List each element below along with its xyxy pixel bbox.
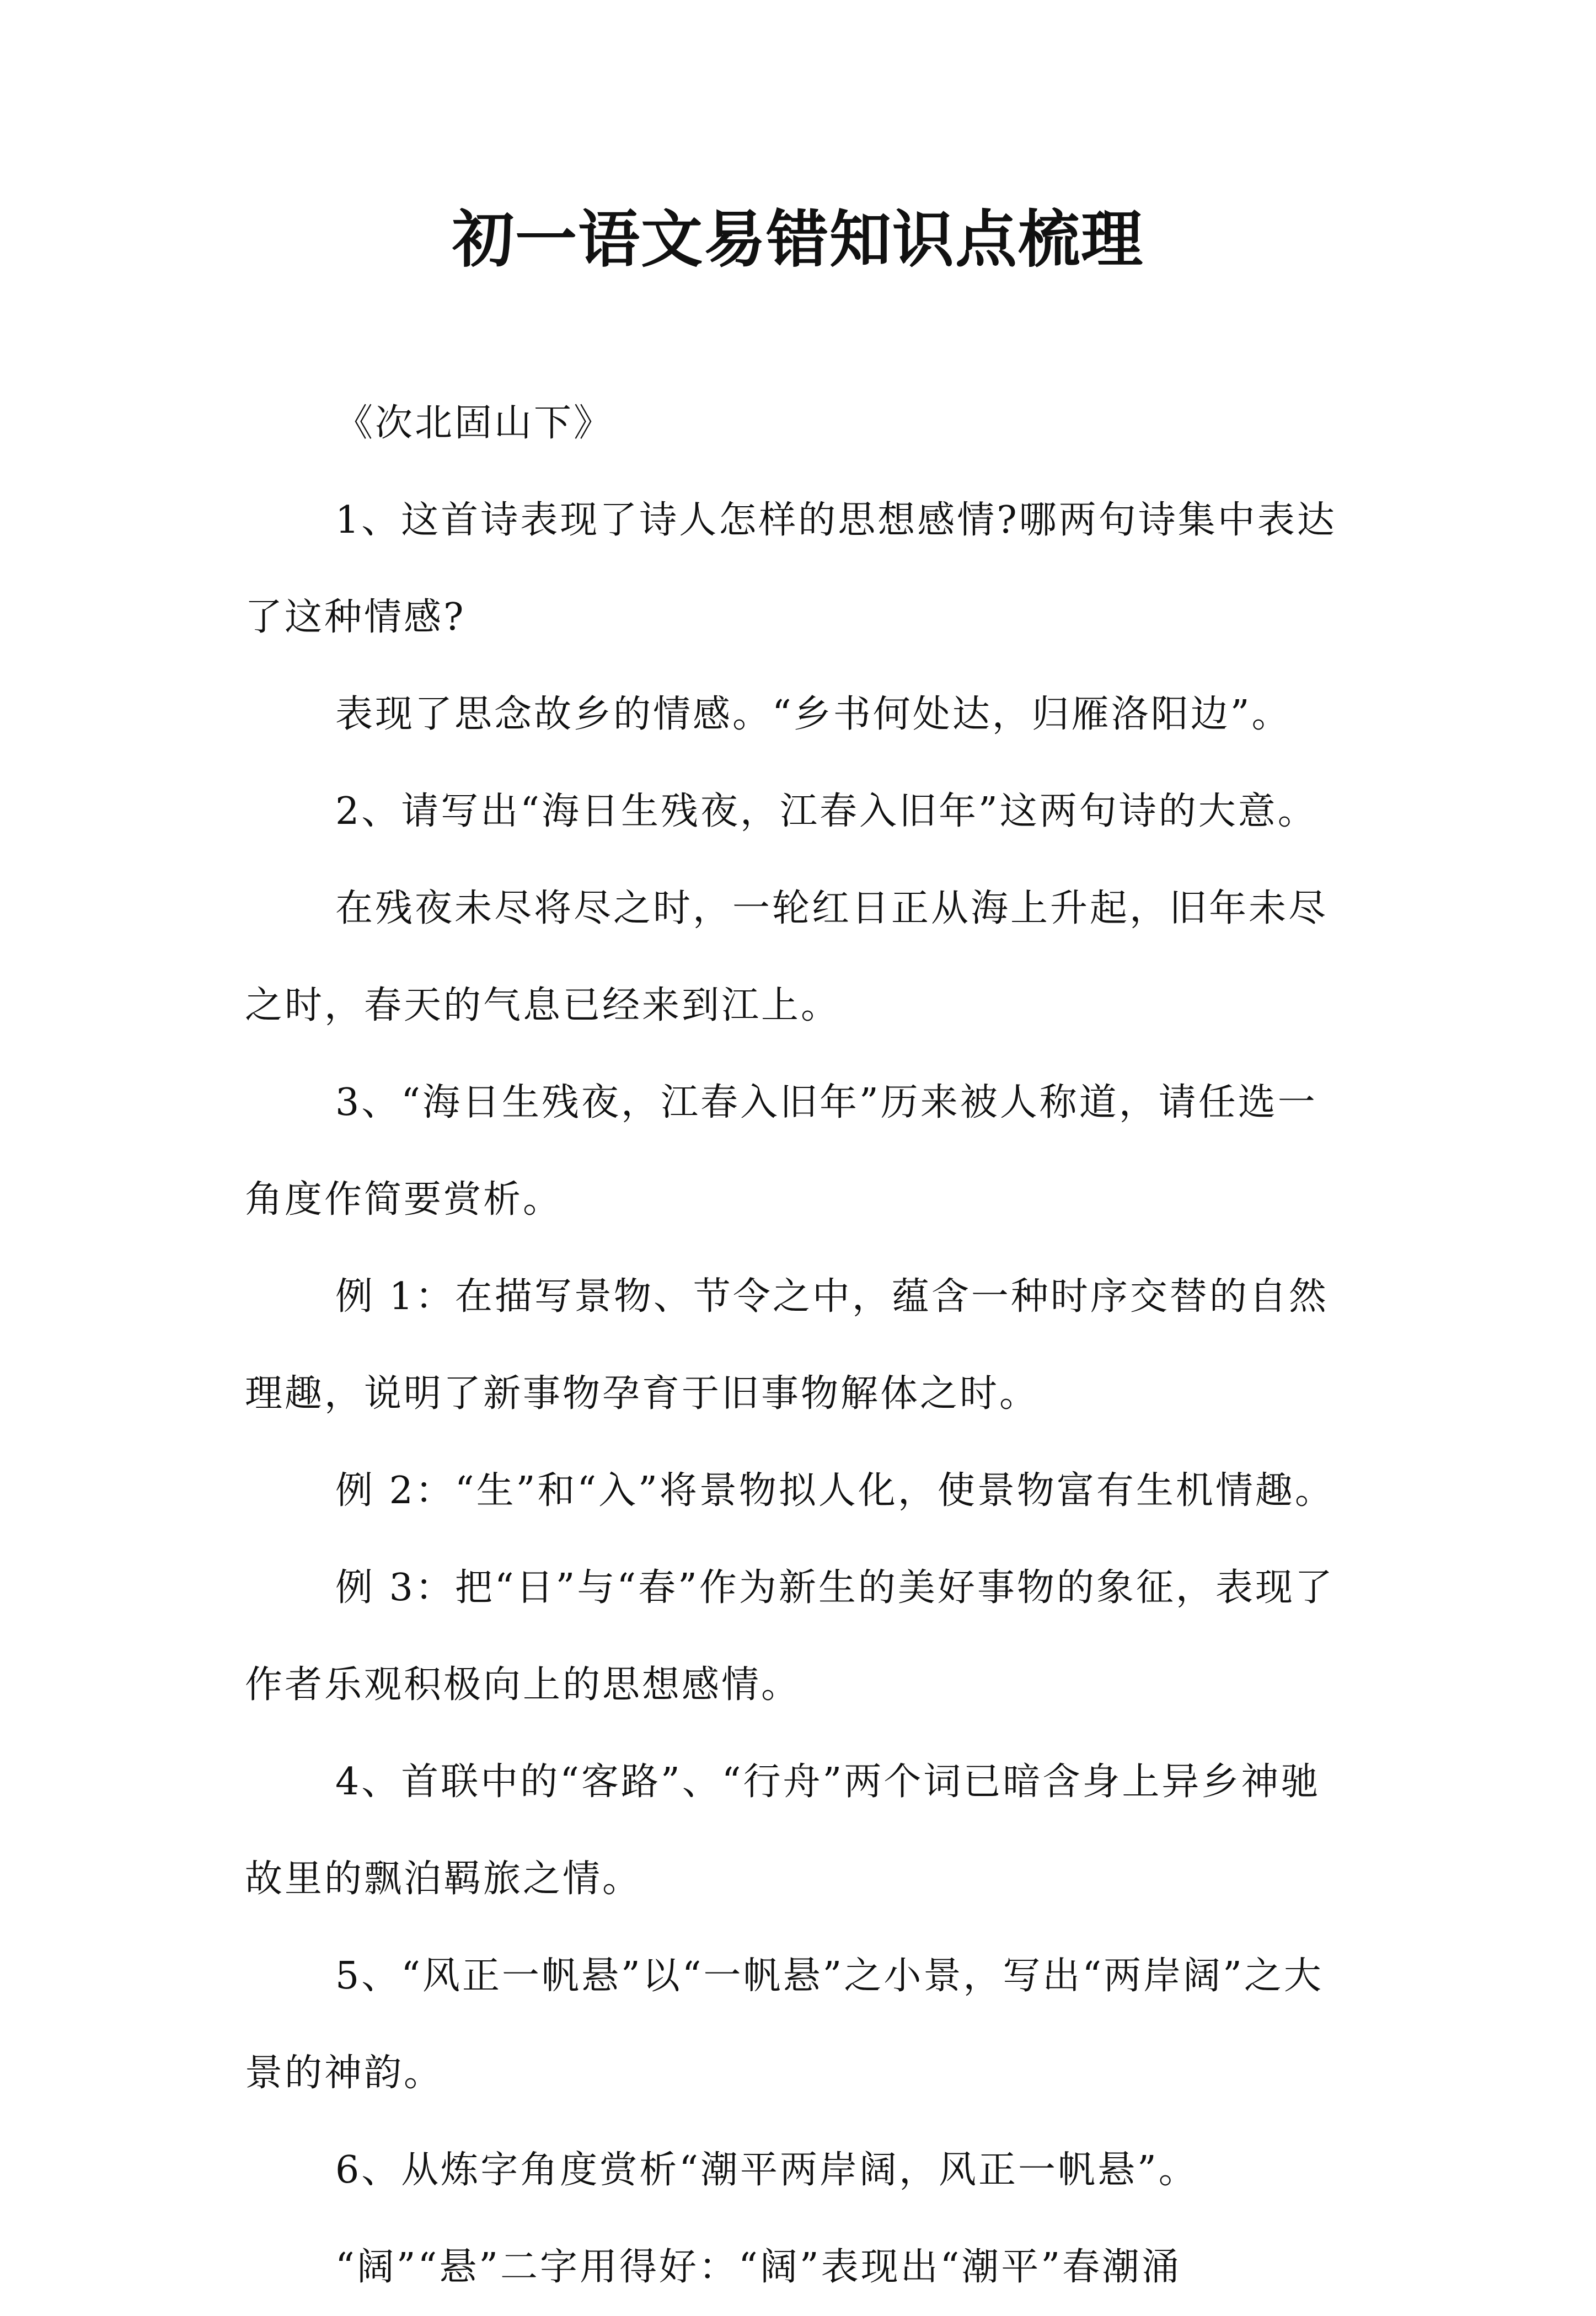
- answer-2: 在残夜未尽将尽之时，一轮红日正从海上升起，旧年未尽之时，春天的气息已经来到江上。: [245, 887, 1329, 1027]
- question-3: 3、“海日生残夜，江春入旧年”历来被人称道，请任选一角度作简要赏析。: [245, 1081, 1317, 1221]
- question-6: 6、从炼字角度赏析“潮平两岸阔，风正一帆悬”。: [335, 2148, 1198, 2192]
- question-2: 2、请写出“海日生残夜，江春入旧年”这两句诗的大意。: [335, 790, 1317, 833]
- point-4: 4、首联中的“客路”、“行舟”两个词已暗含身上异乡神驰故里的飘泊羁旅之情。: [245, 1760, 1321, 1901]
- example-1: 例 1：在描写景物、节令之中，蕴含一种时序交替的自然理趣，说明了新事物孕育于旧事物解体之时。: [245, 1275, 1329, 1416]
- poem-title: 《次北固山下》: [335, 401, 614, 445]
- example-3: 例 3：把“日”与“春”作为新生的美好事物的象征，表现了作者乐观积极向上的思想感情。: [245, 1566, 1335, 1707]
- answer-6: “阔”“悬”二字用得好：“阔”表现出“潮平”春潮涌: [335, 2245, 1182, 2289]
- point-5: 5、“风正一帆悬”以“一帆悬”之小景，写出“两岸阔”之大景的神韵。: [245, 1954, 1324, 2095]
- question-1: 1、这首诗表现了诗人怎样的思想感情?哪两句诗集中表达了这种情感?: [245, 498, 1337, 639]
- example-2: 例 2：“生”和“入”将景物拟人化，使景物富有生机情趣。: [335, 1469, 1335, 1513]
- answer-1: 表现了思念故乡的情感。“乡书何处达，归雁洛阳边”。: [335, 693, 1292, 736]
- document-body: [245, 375, 1351, 2316]
- document-title: 初一语文易错知识点梳理: [452, 203, 1144, 276]
